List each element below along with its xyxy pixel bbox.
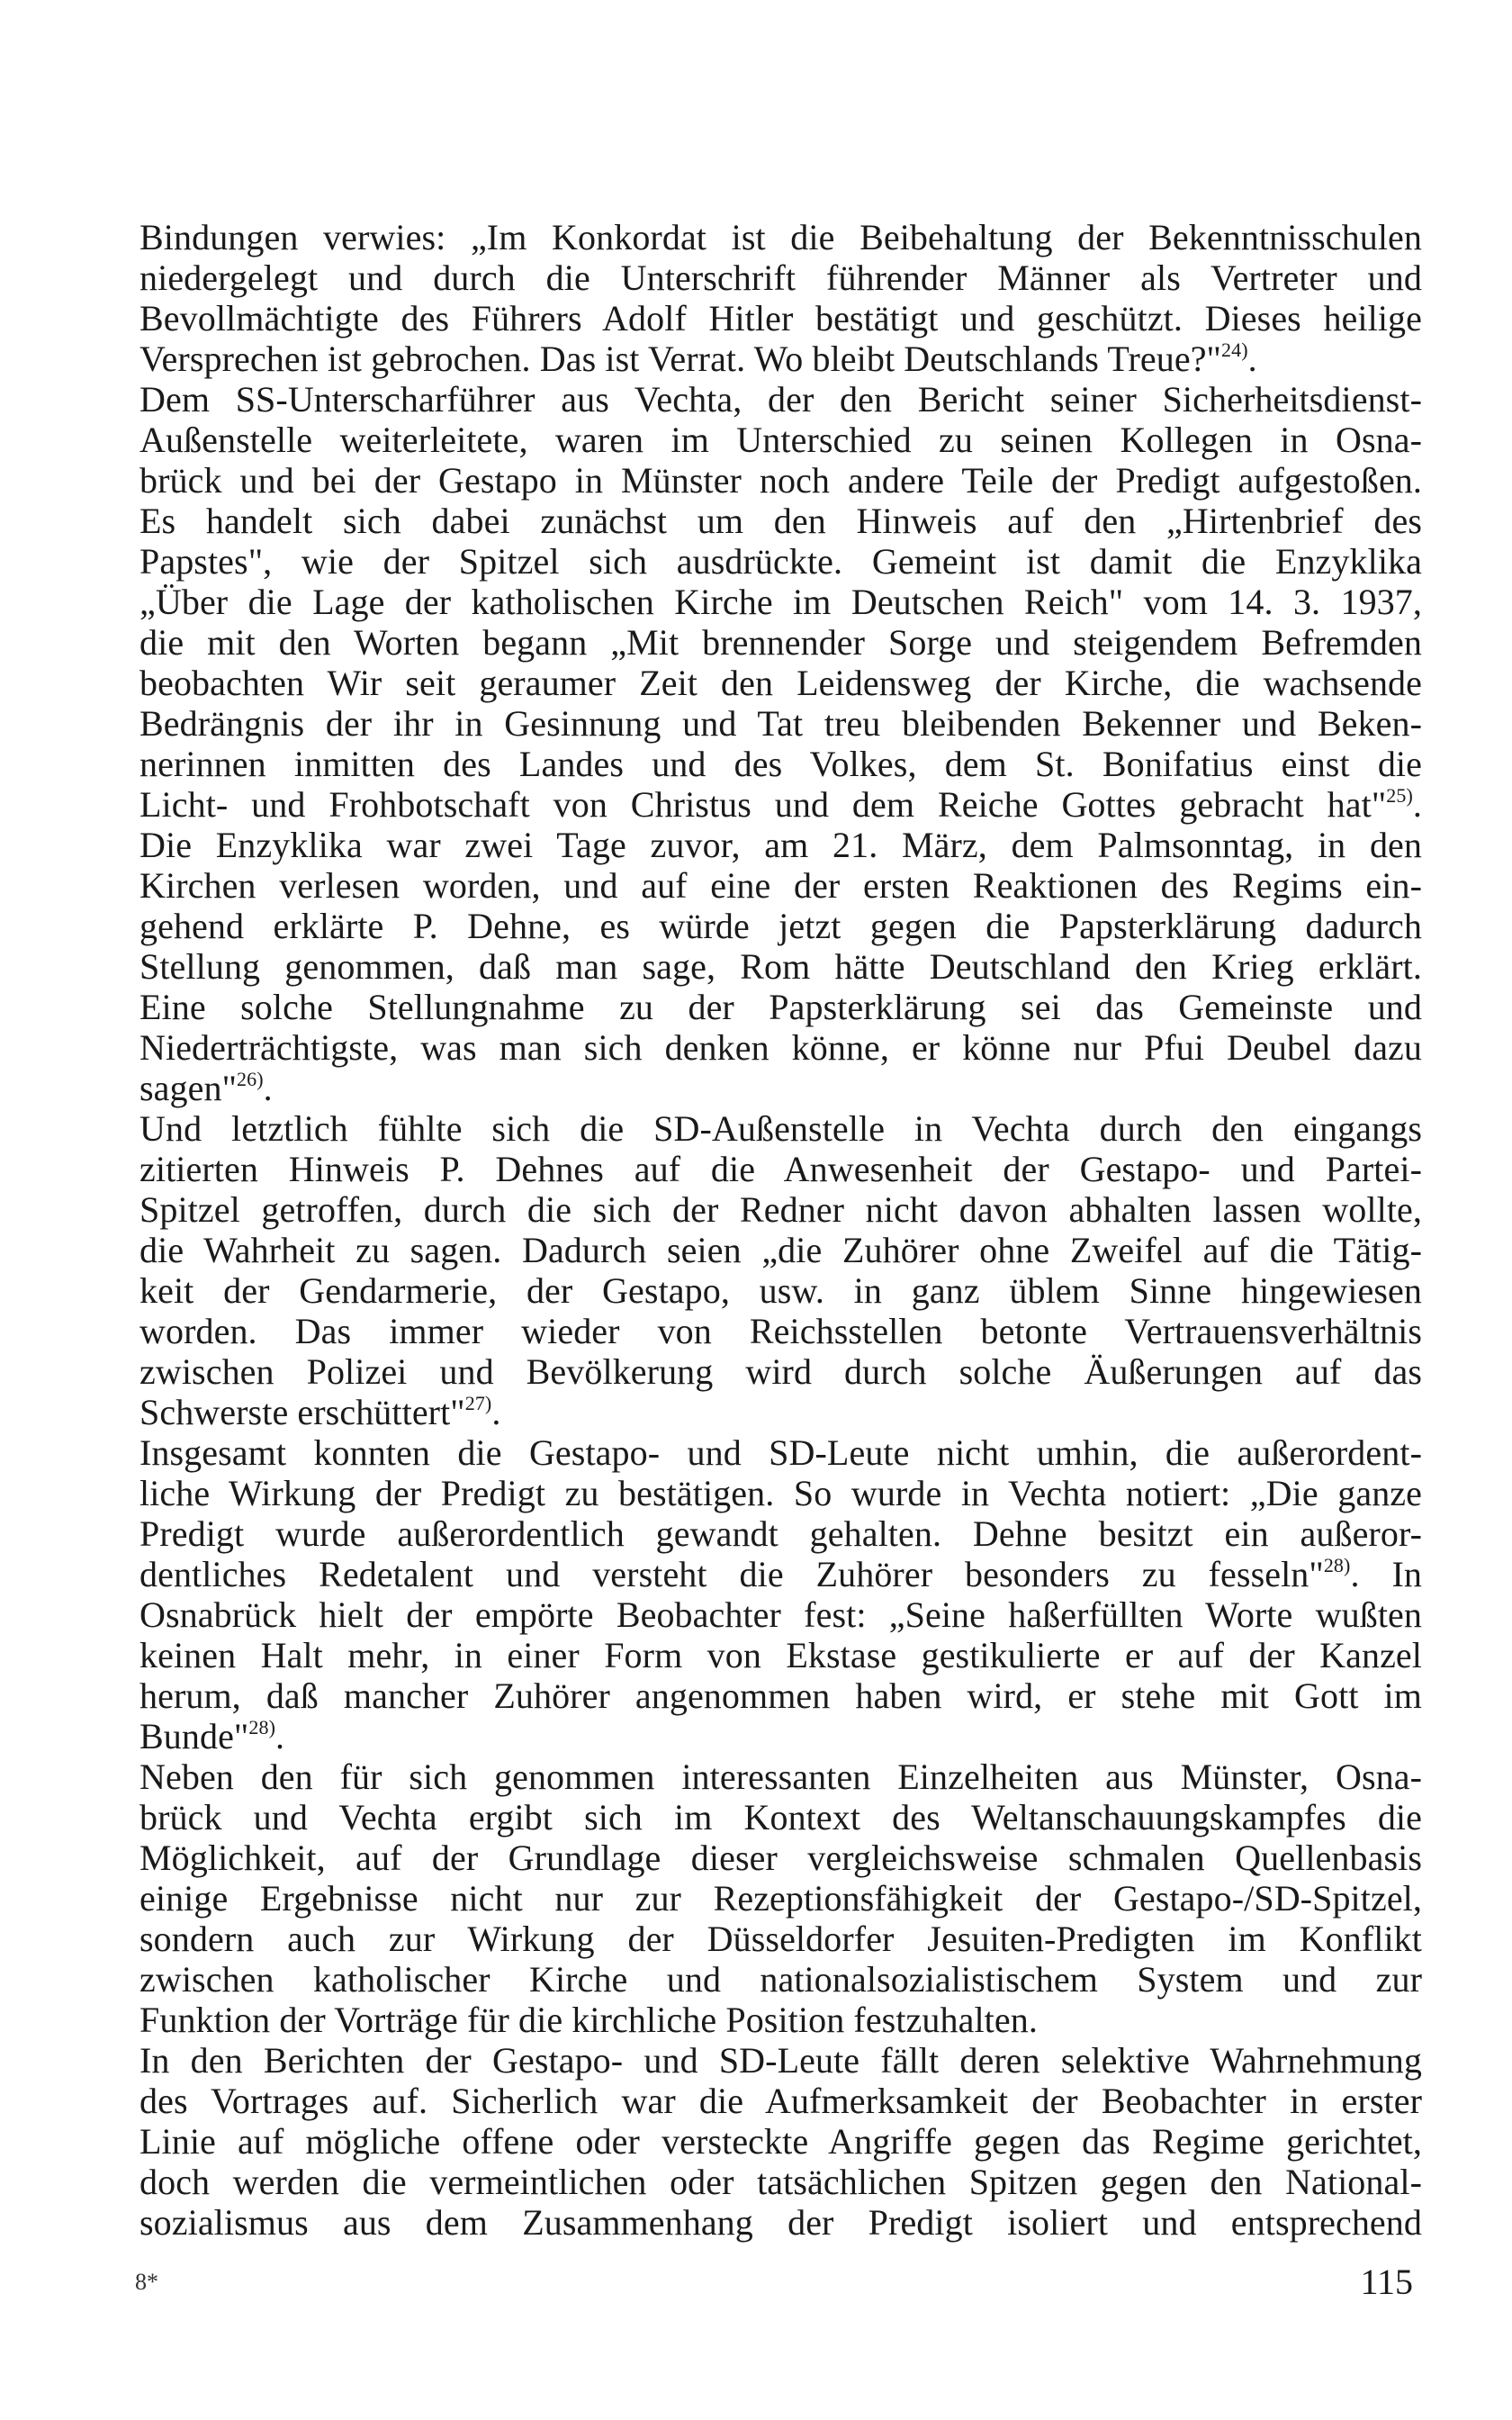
text-line [140,865,1422,906]
text-line-content: Linie auf mögliche offene oder versteckte Angriffe gegen das Regime gerichtet, [140,2121,1422,2162]
text-line [140,1351,1422,1392]
text-line-content: Predigt wurde außerordentlich gewandt gehalten. Dehne besitzt ein außeror- [140,1513,1422,1554]
text-line-content: Stellung genommen, daß man sage, Rom hätte Deutschland den Krieg erklärt. [140,946,1422,987]
text-line [140,2202,1422,2243]
text-line [140,582,1422,622]
text-line [140,825,1422,865]
text-line [140,1554,1422,1594]
text-line-content: keinen Halt mehr, in einer Form von Ekstase gestikulierte er auf der Kanzel [140,1635,1422,1675]
text-line [140,1189,1422,1230]
text-line [140,906,1422,946]
text-line-content: die Wahrheit zu sagen. Dadurch seien „die Zuhörer ohne Zweifel auf die Tätig- [140,1230,1422,1270]
text-line-content: Kirchen verlesen worden, und auf eine der ersten Reaktionen des Regims ein- [140,865,1422,906]
text-line-tail: . [491,1392,501,1432]
text-line-content: keit der Gendarmerie, der Gestapo, usw. in ganz üblem Sinne hingewiesen [140,1270,1422,1311]
text-line-content: Spitzel getroffen, durch die sich der Redner nicht davon abhalten lassen wollte, [140,1189,1422,1230]
text-line [140,1108,1422,1149]
text-line-content: zitierten Hinweis P. Dehnes auf die Anwesenheit der Gestapo- und Partei- [140,1149,1422,1189]
text-line-content: gehend erklärte P. Dehne, es würde jetzt gegen die Papsterklärung dadurch [140,906,1422,946]
text-line [140,1270,1422,1311]
text-line-content: die mit den Worten begann „Mit brennender Sorge und steigendem Befremden [140,622,1422,663]
text-line-content: brück und Vechta ergibt sich im Kontext des Weltanschauungskampfes die [140,1797,1422,1838]
text-line [140,1797,1422,1838]
text-line [140,2040,1422,2081]
body-text [140,217,1422,2243]
text-line-content: doch werden die vermeintlichen oder tatsächlichen Spitzen gegen den National- [140,2162,1422,2202]
text-line-content: Papstes", wie der Spitzel sich ausdrückte. Gemeint ist damit die Enzyklika [140,541,1422,582]
text-line-tail: . [263,1068,273,1108]
text-line-content: Es handelt sich dabei zunächst um den Hinweis auf den „Hirtenbrief des [140,501,1422,541]
text-line-content: sondern auch zur Wirkung der Düsseldorfer Jesuiten-Predigten im Konflikt [140,1919,1422,1959]
text-line-tail: . [1412,784,1422,825]
text-line-content: Bevollmächtigte des Führers Adolf Hitler bestätigt und geschützt. Dieses heilige [140,298,1422,339]
text-line-content: „Über die Lage der katholischen Kirche im Deutschen Reich" vom 14. 3. 1937, [140,582,1422,622]
text-line [140,1716,1422,1756]
text-line [140,1311,1422,1351]
text-line-content: Schwerste erschüttert" [140,1392,465,1432]
text-line [140,946,1422,987]
text-line [140,703,1422,744]
text-line [140,1068,1422,1108]
text-line-content: Und letztlich fühlte sich die SD-Außenstelle in Vechta durch den eingangs [140,1108,1422,1149]
text-line-content: Dem SS-Unterscharführer aus Vechta, der den Bericht seiner Sicherheitsdienst- [140,379,1422,420]
text-line [140,339,1422,379]
text-line [140,1878,1422,1919]
text-line [140,1756,1422,1797]
text-line [140,298,1422,339]
text-line [140,1919,1422,1959]
text-line [140,2162,1422,2202]
text-line [140,420,1422,460]
text-line-content: zwischen Polizei und Bevölkerung wird durch solche Äußerungen auf das [140,1351,1422,1392]
text-line [140,1149,1422,1189]
text-line-content: Insgesamt konnten die Gestapo- und SD-Leute nicht umhin, die außerordent- [140,1432,1422,1473]
printer-signature-mark: 8* [135,2269,158,2295]
footnote-reference: 27) [464,1391,492,1414]
text-line [140,2081,1422,2121]
text-line-content: Neben den für sich genommen interessanten Einzelheiten aus Münster, Osna- [140,1756,1422,1797]
text-line [140,1959,1422,2000]
text-line-content: beobachten Wir seit geraumer Zeit den Leidensweg der Kirche, die wachsende [140,663,1422,703]
text-line-content: Niederträchtigste, was man sich denken könne, er könne nur Pfui Deubel dazu [140,1027,1422,1068]
footnote-reference: 25) [1386,783,1413,807]
text-line [140,460,1422,501]
text-line-content: des Vortrages auf. Sicherlich war die Aufmerksamkeit der Beobachter in erster [140,2081,1422,2121]
text-line [140,1594,1422,1635]
text-line [140,744,1422,784]
text-line [140,1392,1422,1432]
text-line-content: Bunde" [140,1716,249,1756]
text-line [140,2000,1422,2040]
text-line [140,2121,1422,2162]
text-line-content: sagen" [140,1068,238,1108]
text-line [140,663,1422,703]
text-line-tail: . In [1350,1554,1422,1594]
text-line-content: Licht- und Frohbotschaft von Christus und dem Reiche Gottes gebracht hat" [140,784,1387,825]
text-line [140,1675,1422,1716]
text-line-content: liche Wirkung der Predigt zu bestätigen. So wurde in Vechta notiert: „Die ganze [140,1473,1422,1513]
text-line [140,1473,1422,1513]
text-line-content: Möglichkeit, auf der Grundlage dieser vergleichsweise schmalen Quellenbasis [140,1838,1422,1878]
text-line-content: Bedrängnis der ihr in Gesinnung und Tat treu bleibenden Bekenner und Beken- [140,703,1422,744]
footnote-reference: 28) [1323,1553,1351,1576]
text-line-content: niedergelegt und durch die Unterschrift führender Männer als Vertreter und [140,257,1422,298]
text-line-content: Funktion der Vorträge für die kirchliche Position festzuhalten. [140,2000,1038,2040]
text-line-content: Versprechen ist gebrochen. Das ist Verrat. Wo bleibt Deutschlands Treue?" [140,339,1221,379]
text-line-tail: . [275,1716,285,1756]
text-line-content: Eine solche Stellungnahme zu der Papsterklärung sei das Gemeinste und [140,987,1422,1027]
text-line [140,784,1422,825]
text-line [140,541,1422,582]
text-line-content: Die Enzyklika war zwei Tage zuvor, am 21. März, dem Palmsonntag, in den [140,825,1422,865]
text-line-content: herum, daß mancher Zuhörer angenommen haben wird, er stehe mit Gott im [140,1675,1422,1716]
text-line-content: dentliches Redetalent und versteht die Zuhörer besonders zu fesseln" [140,1554,1324,1594]
footnote-reference: 24) [1221,338,1248,361]
footnote-reference: 26) [237,1067,264,1090]
text-line-content: In den Berichten der Gestapo- und SD-Leute fällt deren selektive Wahrnehmung [140,2040,1422,2081]
text-line-content: Außenstelle weiterleitete, waren im Unterschied zu seinen Kollegen in Osna- [140,420,1422,460]
text-line [140,1230,1422,1270]
text-line [140,1432,1422,1473]
text-line-content: Osnabrück hielt der empörte Beobachter fest: „Seine haßerfüllten Worte wußten [140,1594,1422,1635]
text-line-content: einige Ergebnisse nicht nur zur Rezeptionsfähigkeit der Gestapo-/SD-Spitzel, [140,1878,1422,1919]
footnote-reference: 28) [248,1715,276,1738]
text-line [140,1513,1422,1554]
text-line [140,379,1422,420]
text-line-content: sozialismus aus dem Zusammenhang der Predigt isoliert und entsprechend [140,2202,1422,2243]
text-line [140,622,1422,663]
text-line-content: zwischen katholischer Kirche und nationalsozialistischem System und zur [140,1959,1422,2000]
text-line-tail: . [1247,339,1257,379]
text-line [140,257,1422,298]
text-line [140,1027,1422,1068]
text-line [140,501,1422,541]
page-number: 115 [1360,2262,1413,2302]
text-line [140,1838,1422,1878]
text-line [140,217,1422,257]
text-line [140,1635,1422,1675]
text-line-content: Bindungen verwies: „Im Konkordat ist die Beibehaltung der Bekenntnisschulen [140,217,1422,257]
text-line [140,987,1422,1027]
text-line-content: brück und bei der Gestapo in Münster noch andere Teile der Predigt aufgestoßen. [140,460,1422,501]
text-line-content: worden. Das immer wieder von Reichsstellen betonte Vertrauensverhältnis [140,1311,1422,1351]
text-line-content: nerinnen inmitten des Landes und des Volkes, dem St. Bonifatius einst die [140,744,1422,784]
